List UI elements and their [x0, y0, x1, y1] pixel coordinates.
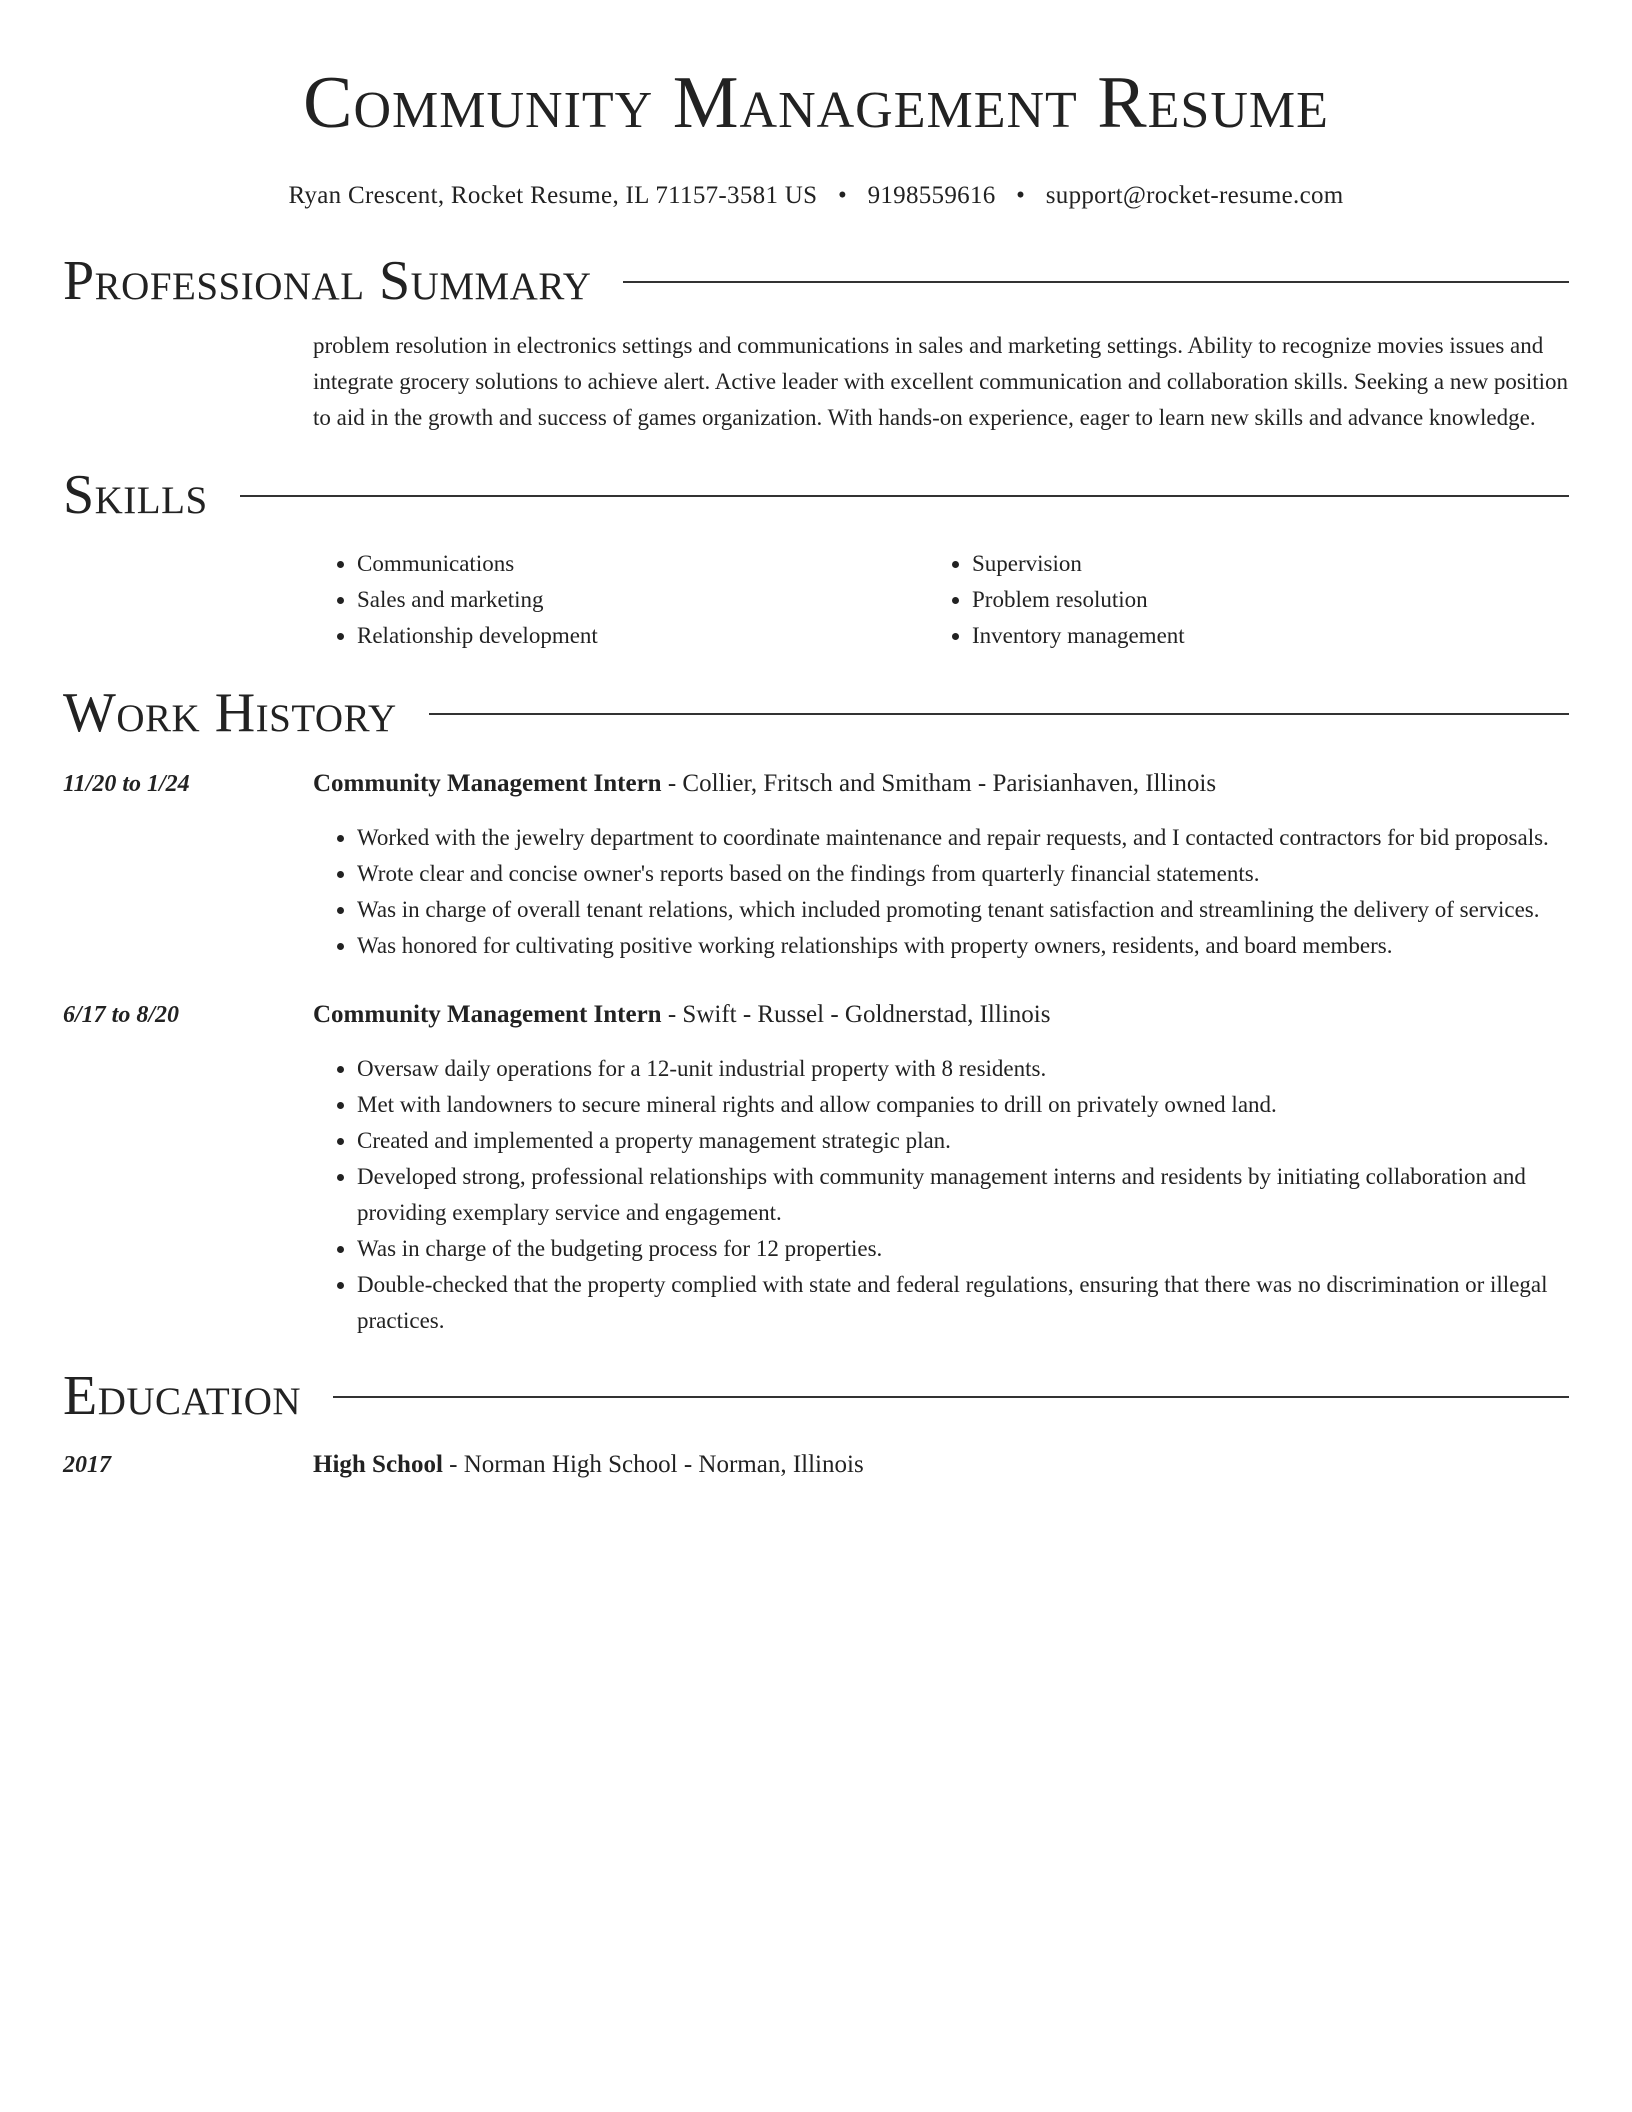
skill-item: • Communications: [357, 546, 928, 582]
skills-list-left: [313, 546, 928, 654]
education-heading-line: [313, 1447, 1569, 1483]
job-details: - Collier, Fritsch and Smitham - Parisianhaven, Illinois: [661, 770, 1217, 797]
contact-phone: 9198559616: [867, 182, 996, 209]
education-year: 2017: [63, 1452, 111, 1478]
section-divider: [429, 713, 1569, 715]
job-bullet: • Wrote clear and concise owner's reports based on the findings from quarterly financial statements.: [357, 856, 1569, 892]
job-title: Community Management Intern: [313, 1001, 662, 1028]
section-divider: [240, 495, 1569, 497]
skills-list-right: [928, 546, 1569, 654]
job-bullet: • Double-checked that the property complied with state and federal regulations, ensuring that there was no discrimination or illegal practices.: [357, 1267, 1569, 1339]
summary-heading: Professional Summary: [63, 250, 592, 312]
work-heading: Work History: [63, 682, 397, 744]
job-bullet: • Was in charge of the budgeting process for 12 properties.: [357, 1231, 1569, 1267]
skill-item: • Supervision: [972, 546, 1569, 582]
skill-item: • Problem resolution: [972, 582, 1569, 618]
skill-item: • Sales and marketing: [357, 582, 928, 618]
education-degree: High School: [313, 1451, 443, 1478]
contact-email: support@rocket-resume.com: [1045, 182, 1344, 209]
job-dates: 11/20 to 1/24: [63, 771, 190, 797]
contact-separator: •: [837, 182, 847, 209]
education-heading: Education: [63, 1365, 302, 1427]
job-bullet: • Was in charge of overall tenant relations, which included promoting tenant satisfaction and streamlining the delivery of services.: [357, 892, 1569, 928]
section-divider: [333, 1396, 1569, 1398]
work-header: [63, 678, 1569, 748]
job-entry: [63, 997, 1569, 1339]
job-entry: [63, 766, 1569, 964]
job-bullet: • Oversaw daily operations for a 12-unit industrial property with 8 residents.: [357, 1051, 1569, 1087]
job-bullet: • Worked with the jewelry department to coordinate maintenance and repair requests, and I contacted contractors for bid proposals.: [357, 820, 1569, 856]
skill-item: • Inventory management: [972, 618, 1569, 654]
job-bullets: [313, 1051, 1569, 1339]
skills-section: [63, 460, 1569, 654]
section-divider: [623, 281, 1569, 283]
job-content: [313, 766, 1569, 964]
education-details: - Norman High School - Norman, Illinois: [442, 1451, 864, 1478]
summary-text: problem resolution in electronics settings and communications in sales and marketing settings. Ability to recognize movies issues and integrate grocery solutions to achieve alert. Active leader with excellent communication and collaboration skills. Seeking a new position to aid in the growth and success of games organization. With hands-on experience, eager to learn new skills and advance knowledge.: [313, 333, 1569, 430]
job-heading: [313, 997, 1569, 1033]
job-content: [313, 997, 1569, 1339]
summary-header: [63, 246, 1569, 316]
education-header: [63, 1361, 1569, 1431]
job-details: - Swift - Russel - Goldnerstad, Illinois: [661, 1001, 1051, 1028]
job-bullet: • Developed strong, professional relationships with community management interns and residents by initiating collaboration and providing exemplary service and engagement.: [357, 1159, 1569, 1231]
skills-grid: [313, 546, 1569, 654]
contact-separator: •: [1016, 182, 1026, 209]
contact-line: [63, 180, 1569, 212]
job-title: Community Management Intern: [313, 770, 662, 797]
skill-item: • Relationship development: [357, 618, 928, 654]
skills-heading: Skills: [63, 464, 208, 526]
contact-address: Ryan Crescent, Rocket Resume, IL 71157-3581 US: [288, 182, 818, 209]
work-section: [63, 678, 1569, 1339]
skills-header: [63, 460, 1569, 530]
job-bullets: [313, 820, 1569, 964]
job-bullet: • Created and implemented a property management strategic plan.: [357, 1123, 1569, 1159]
education-entry: [63, 1447, 1569, 1483]
job-heading: [313, 766, 1569, 802]
summary-section: [63, 246, 1569, 436]
job-bullet: • Was honored for cultivating positive working relationships with property owners, residents, and board members.: [357, 928, 1569, 964]
job-bullet: • Met with landowners to secure mineral rights and allow companies to drill on privately owned land.: [357, 1087, 1569, 1123]
education-section: [63, 1361, 1569, 1483]
resume-title: Community Management Resume: [303, 62, 1329, 144]
job-dates: 6/17 to 8/20: [63, 1002, 180, 1028]
